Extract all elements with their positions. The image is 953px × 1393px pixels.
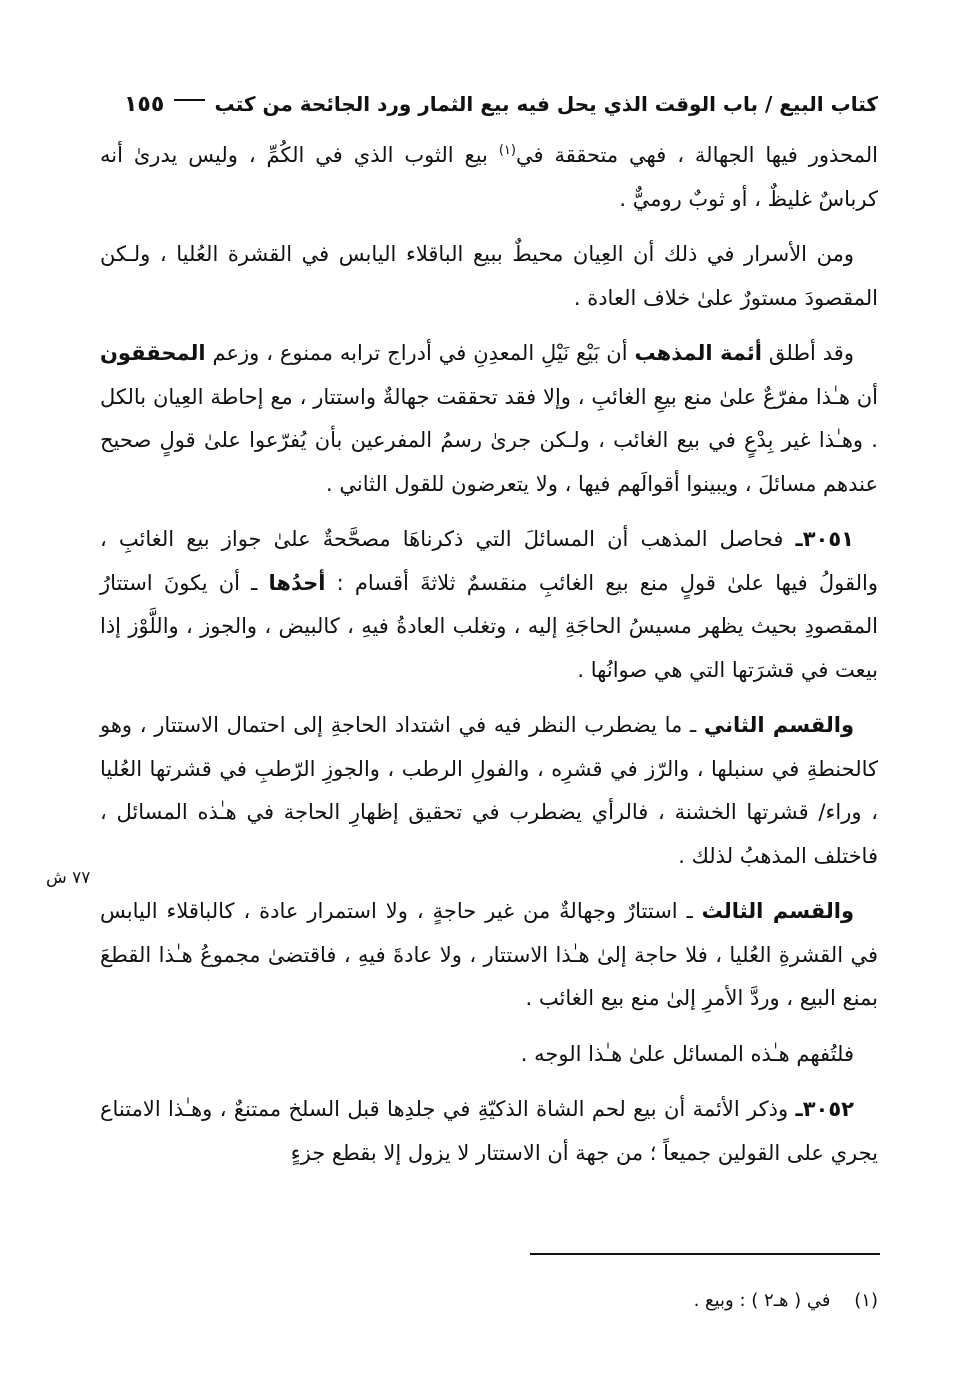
third-section-heading: والقسم الثالث (701, 899, 854, 923)
para2-text: ومن الأسرار في ذلك أن العِيان محيطٌ ببيع الباقلاء اليابس في القشرة العُليا ، ولـكن المقصودَ مستورٌ علىٰ خلاف العادة . (100, 242, 878, 310)
para1-text-before: المحذور فيها الجهالة ، فهي متحققة في (515, 143, 879, 167)
conclusion-text: فلتُفهم هـٰذه المسائل علىٰ هـٰذا الوجه . (520, 1041, 854, 1066)
page-header (100, 86, 878, 122)
header-rule (174, 99, 204, 101)
para1-text-after: بيع الثوب الذي في الكُمِّ ، وليس يدرىٰ أنه كرباسٌ غليظٌ ، أو ثوبٌ روميٌّ . (100, 143, 878, 211)
para3052-text: وذكر الأئمة أن بيع لحم الشاة الذكيّةِ في جلدِها قبل السلخ ممتنعٌ ، وهـٰذا الامتناع يجري على القولين جميعاً ؛ من جهة أن الاستتار لا يزول إلا بقطع جزءٍ (100, 1097, 878, 1165)
paragraph-3 (100, 332, 878, 506)
footnote-number: (١) (854, 1290, 878, 1311)
third-section-text: ـ استتارٌ وجهالةٌ من غير حاجةٍ ، ولا استمرار عادة ، كالباقلاء اليابس في القشرةِ العُليا ، فلا حاجة إلىٰ هـٰذا الاستتار ، ولا عادةَ فيهِ ، فاقتضىٰ مجموعُ هـٰذا القطعَ بمنع البيع ، وردَّ الأمرِ إلىٰ منع بيع الغائب . (100, 899, 878, 1010)
running-title: كتاب البيع / باب الوقت الذي يحل فيه بيع الثمار ورد الجائحة من كتب (214, 92, 878, 116)
issue-number-3052: ٣٠٥٢ـ (795, 1097, 854, 1121)
paragraph-1 (100, 134, 878, 221)
para3-bold-imams: أئمة المذهب (634, 341, 762, 365)
footnote (100, 1290, 878, 1311)
para3-bold-verifiers: المحققون (100, 341, 206, 365)
second-section-heading: والقسم الثاني (703, 713, 855, 737)
paragraph-conclusion (100, 1033, 878, 1077)
footnote-reference: (١) (498, 143, 516, 158)
para3051-pre: فحاصل المذهب أن المسائلَ التي ذكرناهَا مصحَّحةٌ علىٰ جواز بيع الغائبِ ، والقولُ فيها علىٰ قولٍ منع بيع الغائبِ منقسمٌ ثلاثةَ أقسام : (100, 527, 878, 595)
footnote-divider (530, 1253, 880, 1255)
paragraph-second-section (100, 704, 878, 878)
margin-manuscript-note: ٧٧ ش (46, 868, 91, 888)
para3-post: أن هـٰذا مفرّعٌ علىٰ منع بيعِ الغائبِ ، وإلا فقد تحققت جهالةٌ واستتار ، مع إحاطة العِيان بالكل . وهـٰذا غير بِدْعٍ في بيع الغائب ، ولـكن جرىٰ رسمُ المفرعين بأن يُفرّعوا علىٰ قولٍ صحيح عندهم مسائلَ ، ويبينوا أقوالَهم فيها ، ولا يتعرضون للقول الثاني . (100, 384, 878, 496)
para3051-post: ـ أن يكونَ استتارُ المقصودِ بحيث يظهر مسيسُ الحاجَةِ إليه ، وتغلب العادةُ فيهِ ، كالبيض ، والجوز ، واللَّوْز إذا بيعت في قشرَتها التي هي صوانُها . (100, 570, 878, 682)
paragraph-3052 (100, 1088, 878, 1175)
paragraph-2 (100, 233, 878, 320)
issue-number-3051: ٣٠٥١ـ (795, 527, 854, 551)
para3-pre: وقد أطلق (761, 341, 854, 365)
para3-mid: أن بَيْع نَيْلِ المعدِنِ في أدراج ترابه ممنوع ، وزعم (205, 341, 635, 365)
footnote-text: في ( هـ٢ ) : وبيع . (693, 1290, 831, 1311)
second-section-text: ـ ما يضطرب النظر فيه في اشتداد الحاجةِ إلى احتمال الاستتار ، وهو كالحنطةِ في سنبلها ، والرّز في قشرِه ، والفولِ الرطب ، والجوزِ الرّطبِ في قشرتها العُليا ، وراء/ قشرتها الخشنة ، فالرأي يضطرب في تحقيق إظهارِ الحاجة في هـٰذه المسائل ، فاختلف المذهبُ لذلك . (100, 713, 878, 868)
page-number: ١٥٥ (124, 91, 165, 117)
body-text (100, 134, 878, 1187)
para3051-bold: أحدُها (268, 570, 326, 595)
paragraph-3051 (100, 518, 878, 692)
paragraph-third-section (100, 890, 878, 1021)
